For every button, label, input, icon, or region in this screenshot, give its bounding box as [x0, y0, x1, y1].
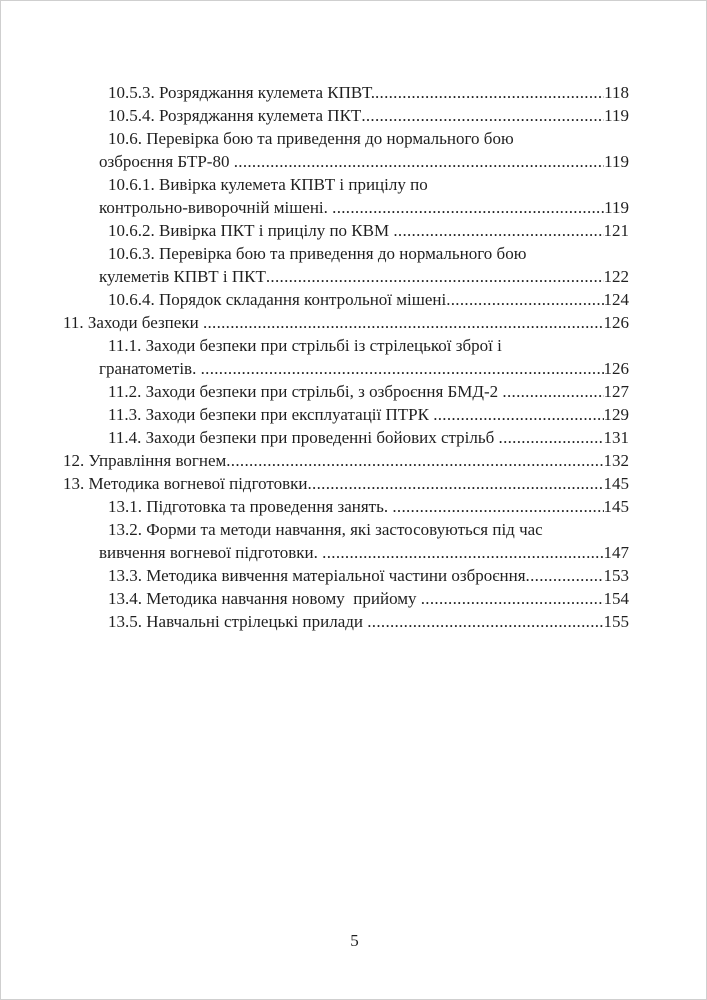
toc-row [108, 127, 629, 150]
toc-page-number: 129 [603, 405, 629, 424]
toc-entry-text: вивчення вогневої підготовки. [99, 543, 323, 562]
toc-entry-text: 10.6. Перевірка бою та приведення до нормального бою [108, 129, 514, 148]
toc-row [108, 242, 629, 265]
toc-row [108, 380, 629, 403]
toc-page-number: 126 [603, 359, 629, 378]
toc-entry-text: 11.2. Заходи безпеки при стрільбі, з озброєння БМД-2 [108, 382, 503, 401]
toc-entry-text: контрольно-виворочній мішені. [99, 198, 333, 217]
toc-entry-text: 11. Заходи безпеки [63, 313, 203, 332]
toc-entry-text: 13.3. Методика вивчення матеріальної частини озброєння [108, 566, 526, 585]
toc-page-number: 124 [603, 290, 629, 309]
toc-entry-text: 13.5. Навчальні стрілецькі прилади [108, 612, 368, 631]
dot-leader [421, 587, 604, 610]
toc-row [108, 334, 629, 357]
toc-page-number: 147 [603, 543, 629, 562]
dot-leader [367, 610, 603, 633]
toc-row [108, 587, 629, 610]
toc-entry-text: 12. Управління вогнем [63, 451, 227, 470]
toc-page-number: 131 [603, 428, 629, 447]
toc-page-number: 145 [603, 497, 629, 516]
toc-entry-text: озброєння БТР-80 [99, 152, 234, 171]
dot-leader [332, 196, 604, 219]
dot-leader [226, 449, 603, 472]
toc-page-number: 119 [604, 152, 629, 171]
dot-leader [375, 81, 604, 104]
toc-entry-text: 13. Методика вогневої підготовки [63, 474, 308, 493]
dot-leader [308, 472, 604, 495]
dot-leader [433, 403, 603, 426]
toc-entry-text: гранатометів. [99, 359, 201, 378]
toc-row [63, 449, 629, 472]
toc-row [108, 403, 629, 426]
toc-page-number: 121 [603, 221, 629, 240]
toc-page-number: 153 [603, 566, 629, 585]
toc-row [108, 495, 629, 518]
toc-entry-text: 10.6.3. Перевірка бою та приведення до нормального бою [108, 244, 527, 263]
toc-row [108, 81, 629, 104]
toc-row [108, 518, 629, 541]
toc-entry-text: кулеметів КПВТ і ПКТ [99, 267, 266, 286]
toc-row [99, 357, 629, 380]
toc-entry-text: 13.1. Підготовка та проведення занять. [108, 497, 393, 516]
toc-row [99, 150, 629, 173]
toc-entry-text: 10.6.4. Порядок складання контрольної мішені [108, 290, 447, 309]
toc-entry-text: 10.6.2. Вивірка ПКТ і прицілу по КВМ [108, 221, 394, 240]
toc-row [99, 541, 629, 564]
toc-row [108, 610, 629, 633]
dot-leader [446, 288, 603, 311]
dot-leader [361, 104, 604, 127]
toc-entry-text: 10.5.3. Розряджання кулемета КПВТ. [108, 83, 375, 102]
dot-leader [499, 426, 604, 449]
toc-entry-text: 13.4. Методика навчання новому прийому [108, 589, 421, 608]
toc-entry-text: 10.6.1. Вивірка кулемета КПВТ і прицілу по [108, 175, 428, 194]
toc-page-number: 132 [603, 451, 629, 470]
toc-page-number: 118 [604, 83, 629, 102]
toc-page-number: 119 [604, 198, 629, 217]
toc-page-number: 122 [603, 267, 629, 286]
toc-page-number: 119 [604, 106, 629, 125]
toc-page-number: 154 [603, 589, 629, 608]
dot-leader [234, 150, 604, 173]
toc-row [108, 173, 629, 196]
dot-leader [322, 541, 603, 564]
toc-row [99, 265, 629, 288]
toc-entry-text: 13.2. Форми та методи навчання, які застосовуються під час [108, 520, 543, 539]
toc-row [108, 288, 629, 311]
dot-leader [203, 311, 604, 334]
toc-row [108, 219, 629, 242]
toc-entry-text: 11.3. Заходи безпеки при експлуатації ПТРК [108, 405, 434, 424]
dot-leader [392, 495, 603, 518]
toc-page-number: 126 [603, 313, 629, 332]
toc-row [108, 564, 629, 587]
toc-page-number: 145 [603, 474, 629, 493]
toc-entry-text: 10.5.4. Розряджання кулемета ПКТ [108, 106, 362, 125]
dot-leader [393, 219, 603, 242]
toc-page-number: 155 [603, 612, 629, 631]
dot-leader [201, 357, 604, 380]
dot-leader [266, 265, 604, 288]
footer-page-number: 5 [350, 931, 359, 950]
toc-row [108, 426, 629, 449]
toc-page-number: 127 [603, 382, 629, 401]
toc-entry-text: 11.1. Заходи безпеки при стрільбі із стрілецької зброї і [108, 336, 502, 355]
toc-row [63, 311, 629, 334]
toc-row [63, 472, 629, 495]
dot-leader [502, 380, 603, 403]
toc-row [99, 196, 629, 219]
toc-entry-text: 11.4. Заходи безпеки при проведенні бойових стрільб [108, 428, 499, 447]
dot-leader [526, 564, 604, 587]
toc-row [108, 104, 629, 127]
table-of-contents [63, 81, 629, 633]
